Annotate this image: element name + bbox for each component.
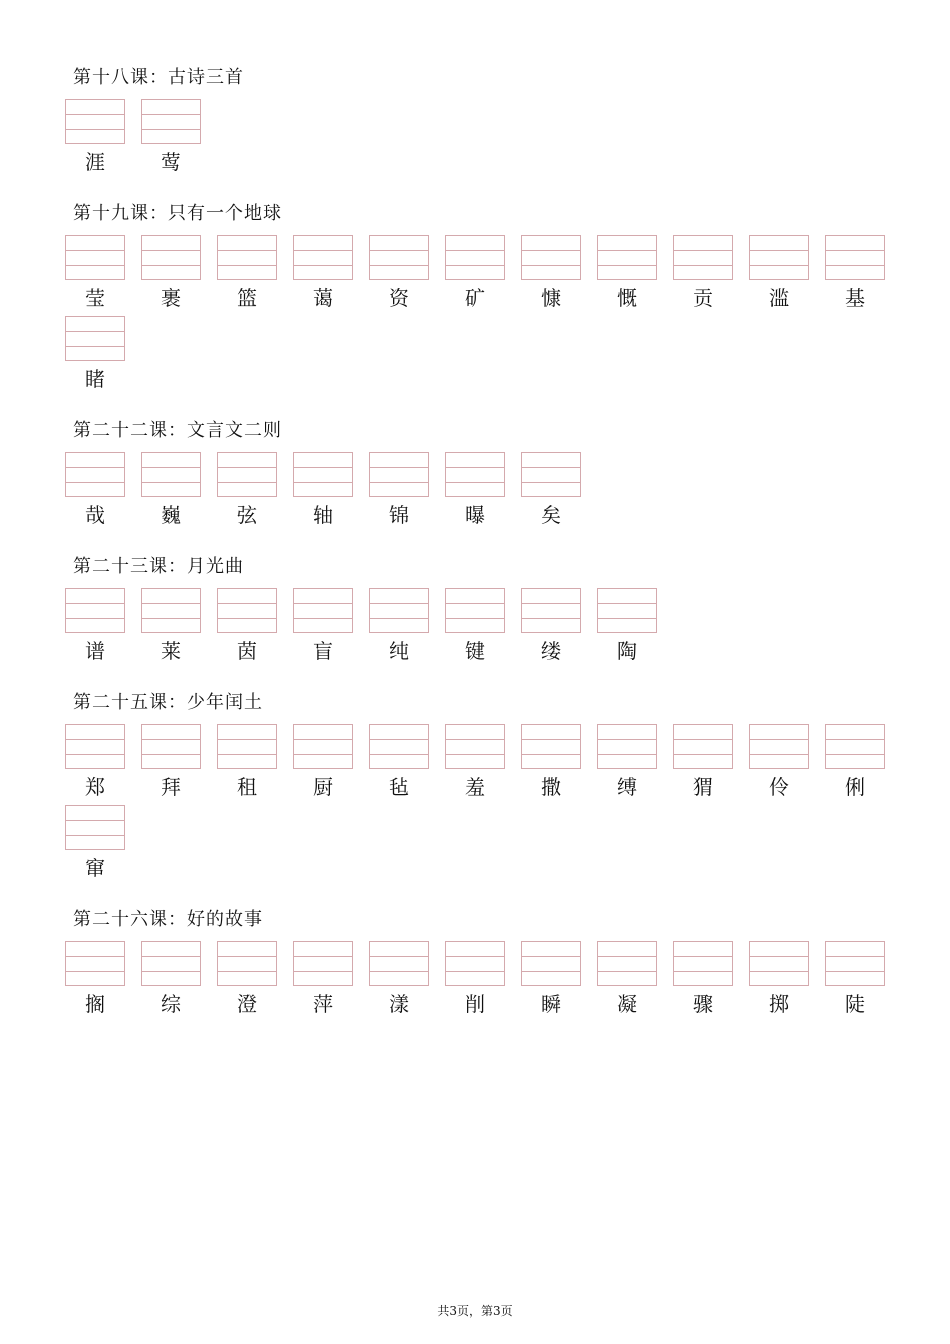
character-label: 莱 bbox=[161, 639, 181, 663]
guide-line bbox=[294, 754, 352, 755]
guide-line bbox=[674, 971, 732, 972]
guide-line bbox=[446, 754, 504, 755]
character-label: 陡 bbox=[845, 992, 865, 1016]
character-label: 曝 bbox=[465, 503, 485, 527]
guide-line bbox=[142, 250, 200, 251]
character-cell bbox=[65, 99, 125, 180]
guide-line bbox=[674, 739, 732, 740]
character-label: 涯 bbox=[85, 150, 105, 174]
guide-line bbox=[66, 467, 124, 468]
character-cell bbox=[369, 452, 429, 533]
writing-box[interactable] bbox=[293, 724, 353, 769]
writing-box[interactable] bbox=[293, 235, 353, 280]
writing-box[interactable] bbox=[65, 724, 125, 769]
guide-line bbox=[370, 467, 428, 468]
guide-line bbox=[370, 739, 428, 740]
character-label: 伶 bbox=[769, 775, 789, 799]
character-cell bbox=[293, 588, 353, 669]
guide-line bbox=[142, 971, 200, 972]
character-cell bbox=[825, 724, 885, 805]
character-label: 盲 bbox=[313, 639, 333, 663]
lesson-title: 第十八课：古诗三首 bbox=[73, 67, 244, 88]
lesson-section bbox=[65, 555, 895, 669]
guide-line bbox=[826, 971, 884, 972]
character-label: 弦 bbox=[237, 503, 257, 527]
character-cell bbox=[521, 452, 581, 533]
character-cell bbox=[749, 235, 809, 316]
writing-box[interactable] bbox=[65, 588, 125, 633]
lesson-section bbox=[65, 66, 895, 180]
guide-line bbox=[750, 250, 808, 251]
character-cell bbox=[217, 941, 277, 1022]
writing-box[interactable] bbox=[445, 941, 505, 986]
lesson-title: 第十九课：只有一个地球 bbox=[73, 203, 282, 224]
guide-line bbox=[66, 820, 124, 821]
character-cell bbox=[65, 452, 125, 533]
writing-box[interactable] bbox=[749, 724, 809, 769]
guide-line bbox=[598, 956, 656, 957]
character-cell bbox=[445, 724, 505, 805]
writing-box[interactable] bbox=[293, 588, 353, 633]
guide-line bbox=[218, 739, 276, 740]
guide-line bbox=[294, 603, 352, 604]
character-cell bbox=[597, 941, 657, 1022]
character-cell bbox=[673, 724, 733, 805]
character-cell bbox=[445, 588, 505, 669]
character-label: 澄 bbox=[237, 992, 257, 1016]
character-cell bbox=[369, 724, 429, 805]
character-label: 哉 bbox=[85, 503, 105, 527]
guide-line bbox=[826, 739, 884, 740]
guide-line bbox=[522, 971, 580, 972]
guide-line bbox=[66, 835, 124, 836]
character-cell bbox=[141, 941, 201, 1022]
guide-line bbox=[66, 603, 124, 604]
character-label: 俐 bbox=[845, 775, 865, 799]
guide-line bbox=[522, 618, 580, 619]
character-cell bbox=[445, 235, 505, 316]
character-label: 锦 bbox=[389, 503, 409, 527]
guide-line bbox=[598, 618, 656, 619]
guide-line bbox=[370, 250, 428, 251]
guide-line bbox=[522, 482, 580, 483]
guide-line bbox=[66, 114, 124, 115]
writing-box[interactable] bbox=[141, 99, 201, 144]
character-cell bbox=[825, 941, 885, 1022]
character-label: 削 bbox=[465, 992, 485, 1016]
guide-line bbox=[446, 482, 504, 483]
guide-line bbox=[142, 603, 200, 604]
guide-line bbox=[66, 129, 124, 130]
guide-line bbox=[142, 754, 200, 755]
guide-line bbox=[142, 129, 200, 130]
guide-line bbox=[142, 956, 200, 957]
writing-box[interactable] bbox=[369, 724, 429, 769]
guide-line bbox=[218, 754, 276, 755]
guide-line bbox=[370, 603, 428, 604]
guide-line bbox=[598, 603, 656, 604]
character-cell bbox=[521, 588, 581, 669]
writing-box[interactable] bbox=[597, 941, 657, 986]
guide-line bbox=[218, 618, 276, 619]
character-label: 贡 bbox=[693, 286, 713, 310]
character-cell bbox=[141, 452, 201, 533]
writing-box[interactable] bbox=[825, 941, 885, 986]
guide-line bbox=[66, 482, 124, 483]
writing-box[interactable] bbox=[141, 941, 201, 986]
guide-line bbox=[750, 971, 808, 972]
character-grid bbox=[65, 235, 901, 397]
writing-box[interactable] bbox=[597, 235, 657, 280]
guide-line bbox=[294, 618, 352, 619]
character-cell bbox=[65, 588, 125, 669]
writing-box[interactable] bbox=[445, 452, 505, 497]
character-cell bbox=[597, 724, 657, 805]
guide-line bbox=[826, 265, 884, 266]
character-label: 毡 bbox=[389, 775, 409, 799]
character-cell bbox=[65, 316, 125, 397]
character-cell bbox=[293, 724, 353, 805]
character-cell bbox=[445, 941, 505, 1022]
writing-box[interactable] bbox=[521, 941, 581, 986]
writing-box[interactable] bbox=[65, 805, 125, 850]
guide-line bbox=[370, 754, 428, 755]
writing-box[interactable] bbox=[521, 724, 581, 769]
guide-line bbox=[66, 618, 124, 619]
writing-box[interactable] bbox=[217, 588, 277, 633]
guide-line bbox=[446, 618, 504, 619]
character-label: 巍 bbox=[161, 503, 181, 527]
writing-box[interactable] bbox=[141, 452, 201, 497]
character-label: 萍 bbox=[313, 992, 333, 1016]
writing-box[interactable] bbox=[217, 941, 277, 986]
guide-line bbox=[142, 467, 200, 468]
character-label: 慷 bbox=[541, 286, 561, 310]
writing-box[interactable] bbox=[597, 724, 657, 769]
guide-line bbox=[750, 754, 808, 755]
character-label: 篮 bbox=[237, 286, 257, 310]
guide-line bbox=[142, 114, 200, 115]
guide-line bbox=[370, 618, 428, 619]
guide-line bbox=[598, 754, 656, 755]
character-label: 猬 bbox=[693, 775, 713, 799]
character-label: 掷 bbox=[769, 992, 789, 1016]
character-cell bbox=[597, 235, 657, 316]
character-label: 资 bbox=[389, 286, 409, 310]
character-grid bbox=[65, 99, 901, 180]
guide-line bbox=[522, 250, 580, 251]
character-label: 基 bbox=[845, 286, 865, 310]
character-label: 缕 bbox=[541, 639, 561, 663]
character-label: 搁 bbox=[85, 992, 105, 1016]
character-cell bbox=[65, 805, 125, 886]
guide-line bbox=[446, 265, 504, 266]
lesson-title: 第二十三课：月光曲 bbox=[73, 556, 244, 577]
guide-line bbox=[522, 956, 580, 957]
guide-line bbox=[370, 956, 428, 957]
guide-line bbox=[826, 754, 884, 755]
lesson-section bbox=[65, 691, 895, 886]
guide-line bbox=[66, 265, 124, 266]
writing-box[interactable] bbox=[65, 99, 125, 144]
writing-box[interactable] bbox=[673, 724, 733, 769]
character-cell bbox=[521, 235, 581, 316]
character-label: 键 bbox=[465, 639, 485, 663]
writing-box[interactable] bbox=[369, 941, 429, 986]
character-label: 慨 bbox=[617, 286, 637, 310]
character-label: 撒 bbox=[541, 775, 561, 799]
character-cell bbox=[217, 452, 277, 533]
guide-line bbox=[66, 250, 124, 251]
guide-line bbox=[66, 739, 124, 740]
writing-box[interactable] bbox=[369, 452, 429, 497]
writing-box[interactable] bbox=[65, 452, 125, 497]
character-label: 羞 bbox=[465, 775, 485, 799]
writing-box[interactable] bbox=[65, 941, 125, 986]
guide-line bbox=[750, 739, 808, 740]
guide-line bbox=[446, 971, 504, 972]
guide-line bbox=[66, 971, 124, 972]
character-grid bbox=[65, 724, 901, 886]
writing-box[interactable] bbox=[65, 235, 125, 280]
character-label: 陶 bbox=[617, 639, 637, 663]
writing-box[interactable] bbox=[217, 235, 277, 280]
writing-box[interactable] bbox=[217, 724, 277, 769]
guide-line bbox=[142, 739, 200, 740]
character-label: 莺 bbox=[161, 150, 181, 174]
character-label: 轴 bbox=[313, 503, 333, 527]
guide-line bbox=[370, 971, 428, 972]
writing-box[interactable] bbox=[749, 941, 809, 986]
guide-line bbox=[522, 265, 580, 266]
character-cell bbox=[217, 235, 277, 316]
guide-line bbox=[598, 250, 656, 251]
guide-line bbox=[826, 956, 884, 957]
writing-box[interactable] bbox=[521, 235, 581, 280]
guide-line bbox=[294, 739, 352, 740]
guide-line bbox=[674, 956, 732, 957]
character-cell bbox=[293, 452, 353, 533]
guide-line bbox=[294, 265, 352, 266]
character-label: 骤 bbox=[693, 992, 713, 1016]
guide-line bbox=[294, 467, 352, 468]
guide-line bbox=[446, 956, 504, 957]
character-grid bbox=[65, 588, 901, 669]
character-cell bbox=[369, 588, 429, 669]
character-grid bbox=[65, 452, 901, 533]
guide-line bbox=[750, 265, 808, 266]
character-label: 裹 bbox=[161, 286, 181, 310]
character-label: 综 bbox=[161, 992, 181, 1016]
character-cell bbox=[141, 99, 201, 180]
character-label: 窜 bbox=[85, 856, 105, 880]
character-cell bbox=[65, 941, 125, 1022]
guide-line bbox=[446, 739, 504, 740]
guide-line bbox=[294, 250, 352, 251]
writing-box[interactable] bbox=[369, 588, 429, 633]
guide-line bbox=[142, 265, 200, 266]
guide-line bbox=[522, 467, 580, 468]
writing-box[interactable] bbox=[445, 235, 505, 280]
character-label: 矿 bbox=[465, 286, 485, 310]
character-label: 缚 bbox=[617, 775, 637, 799]
character-cell bbox=[65, 724, 125, 805]
writing-box[interactable] bbox=[825, 235, 885, 280]
character-label: 滥 bbox=[769, 286, 789, 310]
character-label: 谱 bbox=[85, 639, 105, 663]
guide-line bbox=[66, 346, 124, 347]
character-label: 纯 bbox=[389, 639, 409, 663]
writing-box[interactable] bbox=[521, 452, 581, 497]
character-label: 茵 bbox=[237, 639, 257, 663]
writing-box[interactable] bbox=[673, 941, 733, 986]
character-cell bbox=[293, 235, 353, 316]
guide-line bbox=[674, 754, 732, 755]
guide-line bbox=[218, 971, 276, 972]
character-cell bbox=[65, 235, 125, 316]
character-cell bbox=[369, 941, 429, 1022]
writing-box[interactable] bbox=[369, 235, 429, 280]
guide-line bbox=[446, 467, 504, 468]
writing-box[interactable] bbox=[293, 452, 353, 497]
guide-line bbox=[522, 603, 580, 604]
character-label: 莹 bbox=[85, 286, 105, 310]
guide-line bbox=[142, 482, 200, 483]
character-cell bbox=[445, 452, 505, 533]
character-cell bbox=[521, 724, 581, 805]
guide-line bbox=[294, 971, 352, 972]
lesson-section bbox=[65, 908, 895, 1022]
guide-line bbox=[598, 739, 656, 740]
guide-line bbox=[66, 956, 124, 957]
guide-line bbox=[66, 754, 124, 755]
lesson-section bbox=[65, 419, 895, 533]
character-label: 厨 bbox=[313, 775, 333, 799]
character-label: 睹 bbox=[85, 367, 105, 391]
character-cell bbox=[825, 235, 885, 316]
guide-line bbox=[218, 265, 276, 266]
writing-box[interactable] bbox=[749, 235, 809, 280]
guide-line bbox=[446, 250, 504, 251]
writing-box[interactable] bbox=[65, 316, 125, 361]
character-cell bbox=[293, 941, 353, 1022]
guide-line bbox=[142, 618, 200, 619]
writing-box[interactable] bbox=[293, 941, 353, 986]
guide-line bbox=[522, 739, 580, 740]
character-grid bbox=[65, 941, 901, 1022]
character-cell bbox=[141, 588, 201, 669]
writing-box[interactable] bbox=[521, 588, 581, 633]
lesson-section bbox=[65, 202, 895, 397]
guide-line bbox=[826, 250, 884, 251]
guide-line bbox=[294, 956, 352, 957]
worksheet bbox=[65, 66, 895, 1044]
writing-box[interactable] bbox=[445, 724, 505, 769]
character-cell bbox=[521, 941, 581, 1022]
guide-line bbox=[674, 265, 732, 266]
page-footer: 共3页，第3页 bbox=[437, 1304, 513, 1318]
character-cell bbox=[673, 941, 733, 1022]
writing-box[interactable] bbox=[217, 452, 277, 497]
guide-line bbox=[674, 250, 732, 251]
guide-line bbox=[750, 956, 808, 957]
lesson-title: 第二十五课：少年闰土 bbox=[73, 692, 263, 713]
writing-box[interactable] bbox=[141, 724, 201, 769]
guide-line bbox=[218, 482, 276, 483]
guide-line bbox=[66, 331, 124, 332]
guide-line bbox=[370, 482, 428, 483]
character-cell bbox=[141, 724, 201, 805]
guide-line bbox=[218, 956, 276, 957]
guide-line bbox=[294, 482, 352, 483]
character-cell bbox=[749, 724, 809, 805]
character-label: 漾 bbox=[389, 992, 409, 1016]
guide-line bbox=[598, 265, 656, 266]
character-label: 凝 bbox=[617, 992, 637, 1016]
character-label: 郑 bbox=[85, 775, 105, 799]
writing-box[interactable] bbox=[597, 588, 657, 633]
guide-line bbox=[218, 467, 276, 468]
character-label: 拜 bbox=[161, 775, 181, 799]
guide-line bbox=[446, 603, 504, 604]
lesson-title: 第二十六课：好的故事 bbox=[73, 909, 263, 930]
character-label: 矣 bbox=[541, 503, 561, 527]
character-label: 租 bbox=[237, 775, 257, 799]
character-cell bbox=[141, 235, 201, 316]
character-cell bbox=[217, 724, 277, 805]
writing-box[interactable] bbox=[141, 235, 201, 280]
lesson-title: 第二十二课：文言文二则 bbox=[73, 420, 282, 441]
guide-line bbox=[370, 265, 428, 266]
writing-box[interactable] bbox=[141, 588, 201, 633]
character-label: 蔼 bbox=[313, 286, 333, 310]
writing-box[interactable] bbox=[673, 235, 733, 280]
guide-line bbox=[218, 250, 276, 251]
writing-box[interactable] bbox=[825, 724, 885, 769]
character-cell bbox=[749, 941, 809, 1022]
writing-box[interactable] bbox=[445, 588, 505, 633]
guide-line bbox=[522, 754, 580, 755]
character-cell bbox=[597, 588, 657, 669]
guide-line bbox=[598, 971, 656, 972]
character-cell bbox=[217, 588, 277, 669]
guide-line bbox=[218, 603, 276, 604]
character-cell bbox=[673, 235, 733, 316]
character-label: 瞬 bbox=[541, 992, 561, 1016]
character-cell bbox=[369, 235, 429, 316]
